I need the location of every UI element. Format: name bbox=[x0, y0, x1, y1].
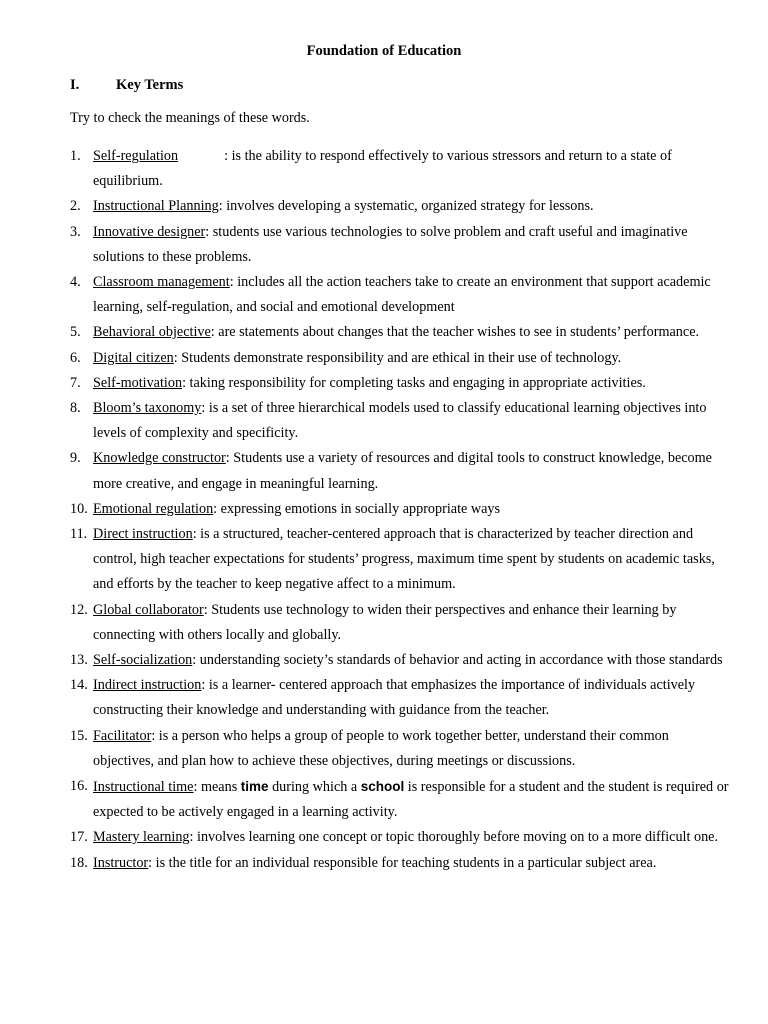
term-name: Classroom management bbox=[93, 274, 230, 291]
term-item bbox=[70, 320, 730, 345]
term-item bbox=[70, 724, 730, 774]
term-definition: : are statements about changes that the teacher wishes to see in students’ performance. bbox=[210, 324, 700, 341]
term-definition-part: during which a bbox=[268, 779, 361, 796]
term-name: Mastery learning bbox=[93, 829, 190, 846]
term-number: 4. bbox=[70, 274, 81, 291]
term-item bbox=[70, 648, 730, 673]
term-item bbox=[70, 774, 730, 825]
document-title: Foundation of Education bbox=[306, 43, 462, 59]
term-definition: : is the ability to respond effectively to various stressors and return to a state of equilibrium. bbox=[93, 148, 672, 190]
term-definition: : involves learning one concept or topic thoroughly before moving on to a more difficult one. bbox=[189, 829, 719, 846]
term-item bbox=[70, 194, 730, 219]
term-item bbox=[70, 825, 730, 850]
term-name: Bloom’s taxonomy bbox=[93, 400, 202, 417]
key-terms-list bbox=[70, 144, 730, 876]
term-definition: : includes all the action teachers take to create an environment that support academic learning, self-regulation, and social and emotional development bbox=[93, 274, 711, 316]
term-definition: : is the title for an individual responsible for teaching students in a particular subject area. bbox=[148, 854, 657, 871]
term-item bbox=[70, 598, 730, 648]
term-definition: : involves developing a systematic, organized strategy for lessons. bbox=[218, 198, 594, 215]
term-definition: : is a structured, teacher-centered approach that is characterized by teacher direction and control, high teacher expectations for students’ progress, maximum time spent by students on academic tasks, and efforts by the teacher to keep negative affect to a minimum. bbox=[93, 526, 715, 593]
term-number: 14. bbox=[70, 677, 88, 694]
term-item bbox=[70, 346, 730, 371]
term-name: Facilitator bbox=[93, 727, 152, 744]
term-name: Indirect instruction bbox=[93, 677, 202, 694]
term-name: Instructional Planning bbox=[93, 198, 219, 215]
term-name: Global collaborator bbox=[93, 601, 204, 618]
term-number: 8. bbox=[70, 400, 81, 417]
term-definition: : Students use a variety of resources and digital tools to construct knowledge, become more creative, and engage in meaningful learning. bbox=[93, 450, 712, 492]
term-definition: : students use various technologies to solve problem and craft useful and imaginative solutions to these problems. bbox=[93, 223, 688, 265]
term-number: 1. bbox=[70, 148, 81, 164]
term-number: 10. bbox=[70, 500, 88, 517]
term-name: Emotional regulation bbox=[93, 500, 214, 517]
term-definition-part: : means bbox=[193, 779, 241, 796]
term-definition-bold: time bbox=[240, 779, 269, 795]
term-name: Digital citizen bbox=[93, 349, 174, 366]
term-definition-part: is responsible for a student and the student is required or expected to be actively engaged in a learning activity. bbox=[93, 779, 729, 821]
term-name: Direct instruction bbox=[93, 526, 193, 543]
term-definition: : understanding society’s standards of behavior and acting in accordance with those standards bbox=[192, 652, 723, 669]
term-number: 5. bbox=[70, 324, 81, 341]
term-definition: : taking responsibility for completing tasks and engaging in appropriate activities. bbox=[182, 374, 646, 391]
term-number: 16. bbox=[70, 778, 88, 795]
term-name: Self-regulation bbox=[93, 148, 179, 164]
term-item bbox=[70, 144, 730, 194]
term-item bbox=[70, 446, 730, 496]
intro-text: Try to check the meanings of these words. bbox=[70, 110, 310, 126]
section-number: I. bbox=[70, 77, 80, 93]
term-item bbox=[70, 497, 730, 522]
term-item bbox=[70, 522, 730, 598]
term-item bbox=[70, 396, 730, 446]
term-definition-bold: school bbox=[360, 779, 405, 795]
term-number: 17. bbox=[70, 829, 88, 846]
term-number: 11. bbox=[70, 526, 88, 543]
term-item bbox=[70, 673, 730, 723]
term-number: 2. bbox=[70, 198, 81, 215]
term-item bbox=[70, 371, 730, 396]
term-definition: : is a person who helps a group of people to work together better, understand their common objectives, and plan how to achieve these objectives, during meetings or discussions. bbox=[93, 727, 669, 769]
term-item bbox=[70, 220, 730, 270]
term-number: 9. bbox=[70, 450, 81, 467]
term-item bbox=[70, 270, 730, 320]
term-item bbox=[70, 851, 730, 876]
term-name: Innovative designer bbox=[93, 223, 206, 240]
term-definition: : is a learner- centered approach that emphasizes the importance of individuals actively constructing their knowledge and understanding with guidance from the teacher. bbox=[93, 677, 696, 719]
term-name: Self-socialization bbox=[93, 652, 193, 669]
term-name: Knowledge constructor bbox=[93, 450, 226, 467]
term-number: 15. bbox=[70, 727, 88, 744]
term-number: 7. bbox=[70, 374, 81, 391]
term-number: 18. bbox=[70, 854, 88, 871]
term-number: 3. bbox=[70, 223, 81, 240]
section-title: Key Terms bbox=[116, 77, 184, 93]
term-definition: : is a set of three hierarchical models used to classify educational learning objectives into levels of complexity and specificity. bbox=[93, 400, 707, 442]
term-name: Instructional time bbox=[93, 779, 194, 796]
term-number: 12. bbox=[70, 601, 88, 618]
term-number: 6. bbox=[70, 349, 81, 366]
term-name: Instructor bbox=[93, 854, 149, 871]
term-name: Behavioral objective bbox=[93, 324, 211, 341]
term-definition: : Students use technology to widen their perspectives and enhance their learning by connecting with others locally and globally. bbox=[93, 601, 677, 643]
section-heading bbox=[70, 77, 183, 94]
term-number: 13. bbox=[70, 652, 88, 669]
term-name: Self-motivation bbox=[93, 374, 183, 391]
term-definition: : expressing emotions in socially appropriate ways bbox=[213, 500, 501, 517]
term-definition: : Students demonstrate responsibility and are ethical in their use of technology. bbox=[173, 349, 622, 366]
